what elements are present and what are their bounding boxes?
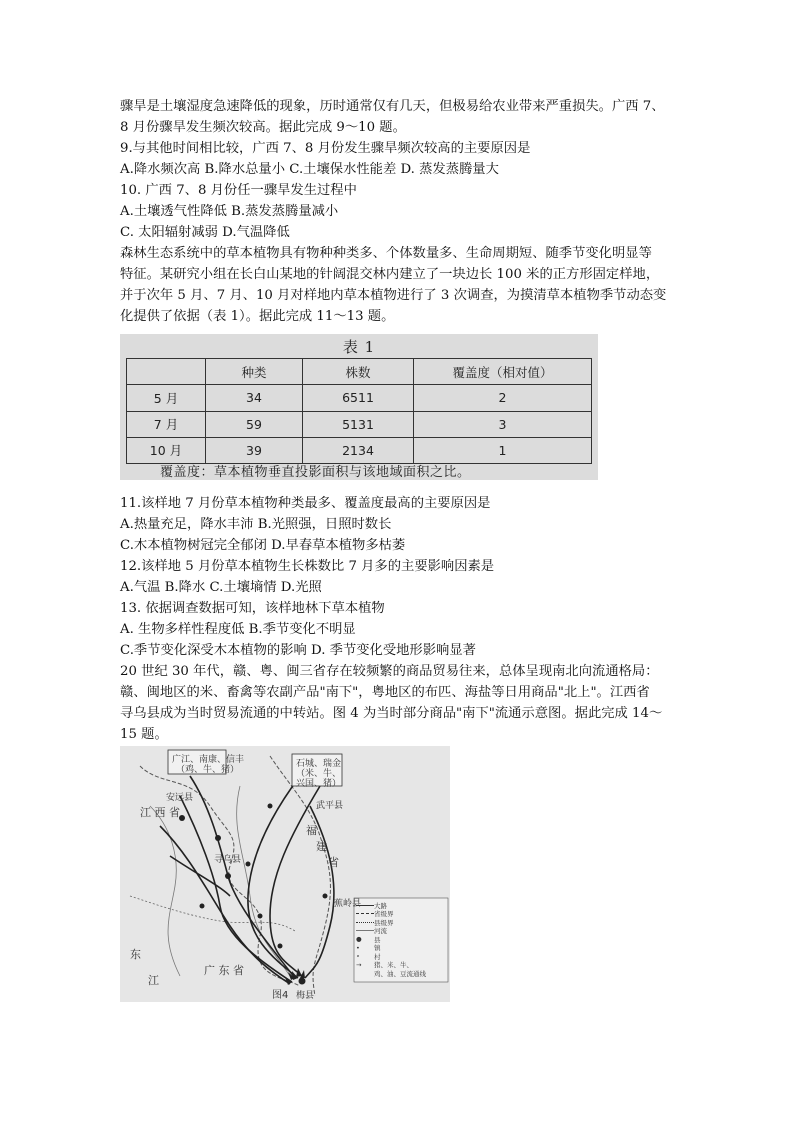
table-cell: 39: [206, 437, 303, 463]
paragraph-line: 森林生态系统中的草本植物具有物种种类多、个体数量多、生命周期短、随季节变化明显等: [120, 246, 652, 261]
table-cell: 2: [414, 385, 592, 411]
legend-item: 镇: [374, 944, 381, 953]
legend-item: 村: [374, 952, 381, 961]
table-cell: 7 月: [127, 411, 206, 437]
table-cell: 6511: [303, 385, 414, 411]
question-11-options-ab: A.热量充足，降水丰沛 B.光照强，日照时数长: [120, 517, 392, 532]
paragraph-line: 8 月份骤旱发生频次较高。据此完成 9～10 题。: [120, 120, 406, 135]
table-header-cell: 覆盖度（相对值）: [414, 359, 592, 385]
trade-route-map: [120, 746, 450, 1002]
map-label: 福: [306, 824, 317, 837]
map-label: （鸡、牛、猪）: [176, 765, 240, 775]
map-label: 广江、南康、信丰: [172, 755, 245, 765]
table-header-row: [127, 359, 592, 385]
map-legend: 大路 省级界 县级界 河流 ● 县 • 镇 ∘ 村 → 猪、米、牛、 鸡、油、豆流通线: [356, 901, 426, 978]
map-label: 石城、瑞金: [296, 759, 342, 769]
table-header-cell: 种类: [206, 359, 303, 385]
map-label: 建: [316, 840, 327, 853]
legend-item: 鸡、油、豆流通线: [374, 969, 426, 978]
map-label: 安远县: [166, 793, 194, 803]
paragraph-line: 骤旱是土壤湿度急速降低的现象，历时通常仅有几天，但极易给农业带来严重损失。广西 7、: [120, 99, 665, 114]
table-row: [127, 411, 592, 437]
table-title: 表 1: [342, 338, 376, 356]
legend-item: 省级界: [374, 910, 394, 919]
table-cell: 5131: [303, 411, 414, 437]
paragraph-line: 特征。某研究小组在长白山某地的针阔混交林内建立了一块边长 100 米的正方形固定样地，: [120, 267, 660, 282]
table-cell: 34: [206, 385, 303, 411]
map-label: 江: [148, 974, 159, 987]
table-cell: 59: [206, 411, 303, 437]
map-label: 东: [130, 948, 141, 961]
question-10-options-cd: C. 太阳辐射减弱 D.气温降低: [120, 225, 290, 240]
map-label: 蕉岭县: [334, 899, 362, 909]
table-1-figure: [120, 334, 598, 480]
legend-item: 大路: [374, 901, 387, 910]
table-row: [127, 437, 592, 463]
legend-item: 县: [374, 935, 381, 944]
figure-caption: 图4: [272, 990, 289, 1001]
map-label: （米、牛、: [296, 769, 342, 779]
question-13-options-ab: A. 生物多样性程度低 B.季节变化不明显: [120, 622, 356, 637]
question-10-options-ab: A.土壤透气性降低 B.蒸发蒸腾量减小: [120, 204, 339, 219]
map-label: 省: [328, 856, 339, 869]
paragraph-line: 并于次年 5 月、7 月、10 月对样地内草本植物进行了 3 次调查，为摸清草本植物季节动态变: [120, 288, 667, 303]
question-11-options-cd: C.木本植物树冠完全郁闭 D.早春草本植物多枯萎: [120, 538, 406, 553]
table-cell: 10 月: [127, 437, 206, 463]
map-label: 寻乌县: [214, 855, 242, 865]
legend-item: 猪、米、牛、: [374, 961, 413, 970]
question-11: 11.该样地 7 月份草本植物种类最多、覆盖度最高的主要原因是: [120, 496, 491, 511]
question-13: 13. 依据调查数据可知，该样地林下草本植物: [120, 601, 385, 616]
legend-item: 河流: [374, 927, 387, 936]
table-header-cell: 株数: [303, 359, 414, 385]
paragraph-line: 赣、闽地区的米、畜禽等农副产品"南下"，粤地区的布匹、海盐等日用商品"北上"。江西省: [120, 685, 650, 700]
map-label: 兴国、猪）: [296, 779, 342, 789]
paragraph-line: 寻乌县成为当时贸易流通的中转站。图 4 为当时部分商品"南下"流通示意图。据此完成 14～: [120, 706, 663, 721]
legend-item: 县级界: [374, 918, 394, 927]
map-label: 江 西 省: [140, 806, 180, 819]
question-9: 9.与其他时间相比较，广西 7、8 月份发生骤旱频次较高的主要原因是: [120, 141, 531, 156]
table-note: 覆盖度：草本植物垂直投影面积与该地域面积之比。: [160, 465, 471, 480]
table-cell: 5 月: [127, 385, 206, 411]
map-label: 广 东 省: [204, 964, 244, 977]
question-12-options: A.气温 B.降水 C.土壤墒情 D.光照: [120, 580, 322, 595]
table-row: [127, 385, 592, 411]
question-10: 10. 广西 7、8 月份任一骤旱发生过程中: [120, 183, 357, 198]
question-9-options: A.降水频次高 B.降水总量小 C.土壤保水性能差 D. 蒸发蒸腾量大: [120, 162, 499, 177]
table-cell: 2134: [303, 437, 414, 463]
survey-table: [126, 358, 592, 464]
map-label: 武平县: [316, 801, 344, 811]
question-13-options-cd: C.季节变化深受木本植物的影响 D. 季节变化受地形影响显著: [120, 643, 476, 658]
table-cell: 1: [414, 437, 592, 463]
flow-lines: [160, 776, 334, 984]
paragraph-line: 15 题。: [120, 727, 168, 742]
table-cell: 3: [414, 411, 592, 437]
paragraph-line: 20 世纪 30 年代，赣、粤、闽三省存在较频繁的商品贸易往来，总体呈现南北向流通格局：: [120, 664, 659, 679]
map-label: 梅县: [296, 991, 315, 1001]
question-12: 12.该样地 5 月份草本植物生长株数比 7 月多的主要影响因素是: [120, 559, 495, 574]
paragraph-line: 化提供了依据（表 1）。据此完成 11～13 题。: [120, 309, 395, 324]
table-header-cell: [127, 359, 206, 385]
